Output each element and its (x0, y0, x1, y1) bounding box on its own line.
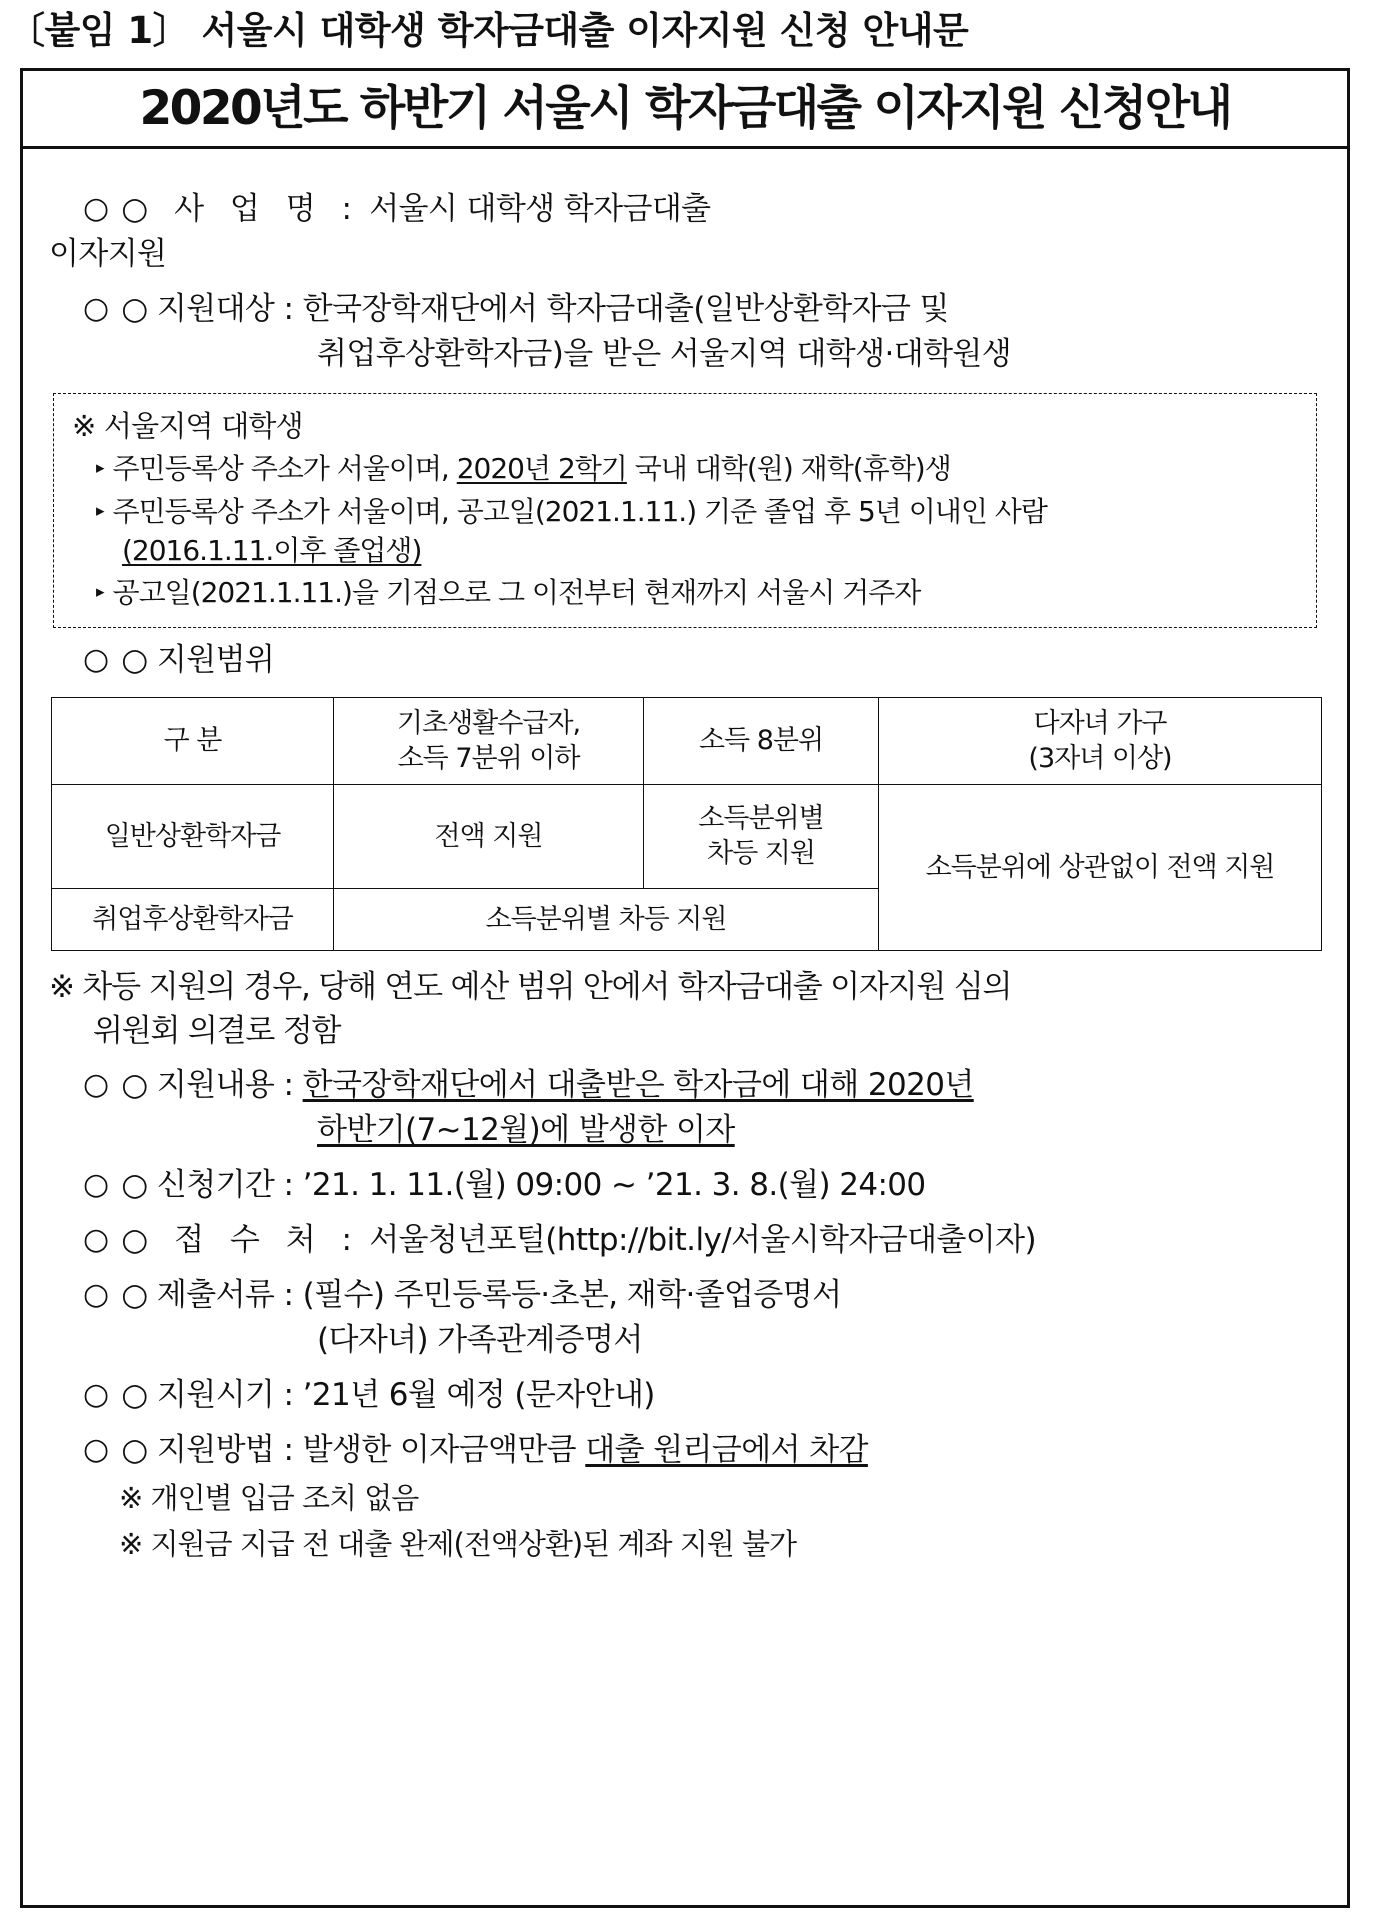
bullet-circle-icon: ○ (83, 1431, 110, 1467)
triangle-bullet-icon: ▸ (96, 500, 104, 521)
table-header-division: 구 분 (52, 697, 334, 784)
timing-label: ○ 지원시기 : (121, 1376, 294, 1413)
attachment-label: 〔붙임 1〕 서울시 대학생 학자금대출 이자지원 신청 안내문 (8, 9, 969, 52)
table-footnote (49, 965, 1321, 1053)
bullet-circle-icon: ○ (83, 191, 110, 226)
period-label: ○ 신청기간 : (121, 1166, 294, 1203)
section-reception (49, 1218, 1321, 1263)
section-scope (49, 638, 1321, 683)
method-value-plain: 발생한 이자금액만큼 (302, 1431, 586, 1468)
bullet-circle-icon: ○ (83, 1067, 110, 1102)
table-header-col4-line2: (3자녀 이상) (1028, 742, 1172, 774)
note-bullet-2-sub: (2016.1.11.이후 졸업생) (122, 533, 422, 567)
target-value-line1: 한국장학재단에서 학자금대출(일반상환학자금 및 (302, 290, 949, 327)
table-row1-col3-line2: 차등 지원 (707, 838, 815, 870)
note-bullet-1-underline: 2020년 2학기 (456, 452, 627, 486)
seoul-student-note-box (53, 393, 1317, 628)
table-row2-col2-merged: 소득분위별 차등 지원 (334, 888, 879, 950)
documents-label: ○ 제출서류 : (121, 1276, 294, 1313)
note-bullet-3-text: 공고일(2021.1.11.)을 기점으로 그 이전부터 현재까지 서울시 거주자 (112, 576, 921, 610)
bullet-circle-icon: ○ (83, 1221, 110, 1257)
table-row2-label: 취업후상환학자금 (52, 888, 334, 950)
document-body (23, 149, 1347, 1575)
project-name-continuation: 이자지원 (49, 235, 167, 272)
method-value-underline: 대출 원리금에서 차감 (585, 1431, 868, 1468)
bullet-circle-icon: ○ (83, 1166, 110, 1202)
note-bullet-1 (72, 450, 1298, 489)
period-value: ’21. 1. 11.(월) 09:00 ~ ’21. 3. 8.(월) 24:00 (302, 1166, 926, 1203)
documents-value-line2: (다자녀) 가족관계증명서 (317, 1321, 643, 1358)
section-content (49, 1063, 1321, 1108)
triangle-bullet-icon: ▸ (96, 582, 104, 603)
triangle-bullet-icon: ▸ (96, 458, 104, 479)
reception-label: ○ 접 수 처 : (121, 1221, 360, 1258)
bullet-circle-icon: ○ (83, 641, 110, 677)
table-row1-col3-line1: 소득분위별 (698, 803, 824, 835)
content-value-line1: 한국장학재단에서 대출받은 학자금에 대해 2020년 (302, 1067, 974, 1103)
table-footnote-line2: 위원회 의결로 정함 (93, 1012, 341, 1049)
table-header-basic-livelihood (334, 697, 644, 784)
section-method (49, 1428, 1321, 1473)
note-bullet-3 (72, 574, 1298, 613)
scope-label: ○ 지원범위 (121, 641, 275, 678)
method-label: ○ 지원방법 : (121, 1431, 294, 1468)
project-name-value: 서울시 대학생 학자금대출 (369, 191, 711, 227)
bullet-circle-icon: ○ (83, 1376, 110, 1412)
note-bullet-1-pre: 주민등록상 주소가 서울이며, (112, 452, 457, 486)
timing-value: ’21년 6월 예정 (문자안내) (302, 1376, 655, 1413)
document-title: 2020년도 하반기 서울시 학자금대출 이자지원 신청안내 (139, 81, 1231, 136)
table-row1-col3 (644, 784, 879, 888)
reception-value[interactable]: 서울청년포털(http://bit.ly/서울시학자금대출이자) (369, 1221, 1036, 1258)
note-bullet-2-text: 주민등록상 주소가 서울이며, 공고일(2021.1.11.) 기준 졸업 후 5년 이내인 사람 (112, 494, 1047, 528)
content-value-line2: 하반기(7~12월)에 발생한 이자 (317, 1111, 735, 1148)
note-bullet-1-post: 국내 대학(원) 재학(휴학)생 (626, 452, 951, 486)
table-col4-merged: 소득분위에 상관없이 전액 지원 (879, 784, 1322, 950)
content-label: ○ 지원내용 : (121, 1067, 294, 1103)
section-project-name (49, 187, 1321, 232)
table-row1-label: 일반상환학자금 (52, 784, 334, 888)
target-label: ○ 지원대상 : (121, 290, 294, 327)
target-value-line2: 취업후상환학자금)을 받은 서울지역 대학생·대학원생 (317, 335, 1012, 372)
documents-value-line1: (필수) 주민등록등·초본, 재학·졸업증명서 (302, 1276, 842, 1313)
table-header-col4-line1: 다자녀 가구 (1033, 707, 1167, 739)
bullet-circle-icon: ○ (83, 1276, 110, 1312)
table-row (52, 784, 1322, 888)
note-box-title: ※ 서울지역 대학생 (72, 408, 303, 443)
section-documents (49, 1273, 1321, 1318)
table-header-multichild (879, 697, 1322, 784)
table-header-income-8: 소득 8분위 (644, 697, 879, 784)
method-note-2: ※ 지원금 지급 전 대출 완제(전액상환)된 계좌 지원 불가 (119, 1526, 796, 1561)
document-frame (20, 68, 1350, 1908)
table-header-row (52, 697, 1322, 784)
note-bullet-2 (72, 493, 1298, 532)
table-row1-col2: 전액 지원 (334, 784, 644, 888)
section-period (49, 1163, 1321, 1208)
project-name-label: ○ 사 업 명 : (121, 191, 360, 227)
table-header-col2-line1: 기초생활수급자, (396, 707, 581, 739)
method-note-1: ※ 개인별 입금 조치 없음 (119, 1480, 419, 1515)
bullet-circle-icon: ○ (83, 290, 110, 326)
title-band (23, 71, 1347, 149)
table-footnote-line1: ※ 차등 지원의 경우, 당해 연도 예산 범위 안에서 학자금대출 이자지원 심의 (49, 968, 1012, 1005)
table-header-col2-line2: 소득 7분위 이하 (397, 742, 580, 774)
support-range-table (51, 697, 1322, 951)
section-timing (49, 1373, 1321, 1418)
section-target (49, 287, 1321, 332)
